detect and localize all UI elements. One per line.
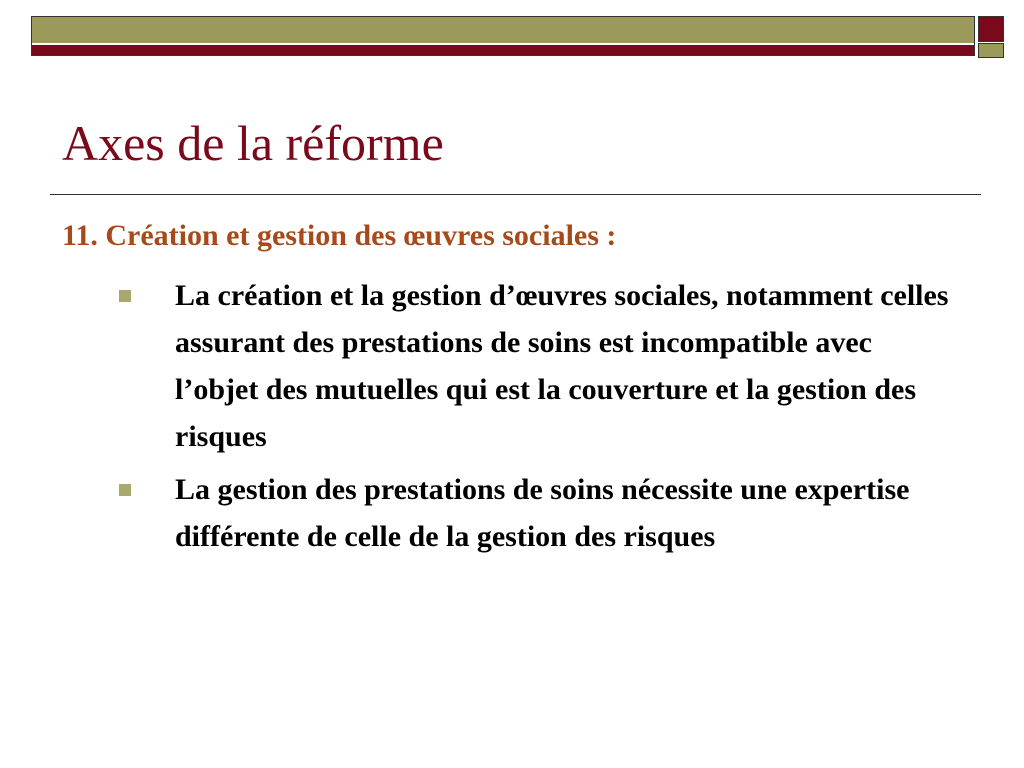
header-decorative-band [31, 16, 975, 56]
slide-title: Axes de la réforme [62, 115, 444, 171]
section-heading: 11. Création et gestion des œuvres sociales : [62, 219, 617, 252]
bullet-text: La gestion des prestations de soins nécessite une expertise différente de celle de la gestion des risques [175, 473, 910, 553]
maroon-stripe [32, 45, 974, 55]
bullet-list [0, 272, 1024, 566]
corner-olive-square [978, 43, 1004, 58]
list-item [0, 466, 955, 560]
bullet-text: La création et la gestion d’œuvres sociales, notamment celles assurant des prestations de soins est incompatible avec l’objet des mutuelles qui est la couverture et la gestion des risques [175, 279, 949, 453]
corner-maroon-square [978, 16, 1004, 42]
olive-stripe [32, 17, 974, 43]
square-bullet-icon [119, 484, 131, 496]
square-bullet-icon [119, 290, 131, 302]
list-item [0, 272, 955, 460]
title-divider [50, 194, 981, 195]
